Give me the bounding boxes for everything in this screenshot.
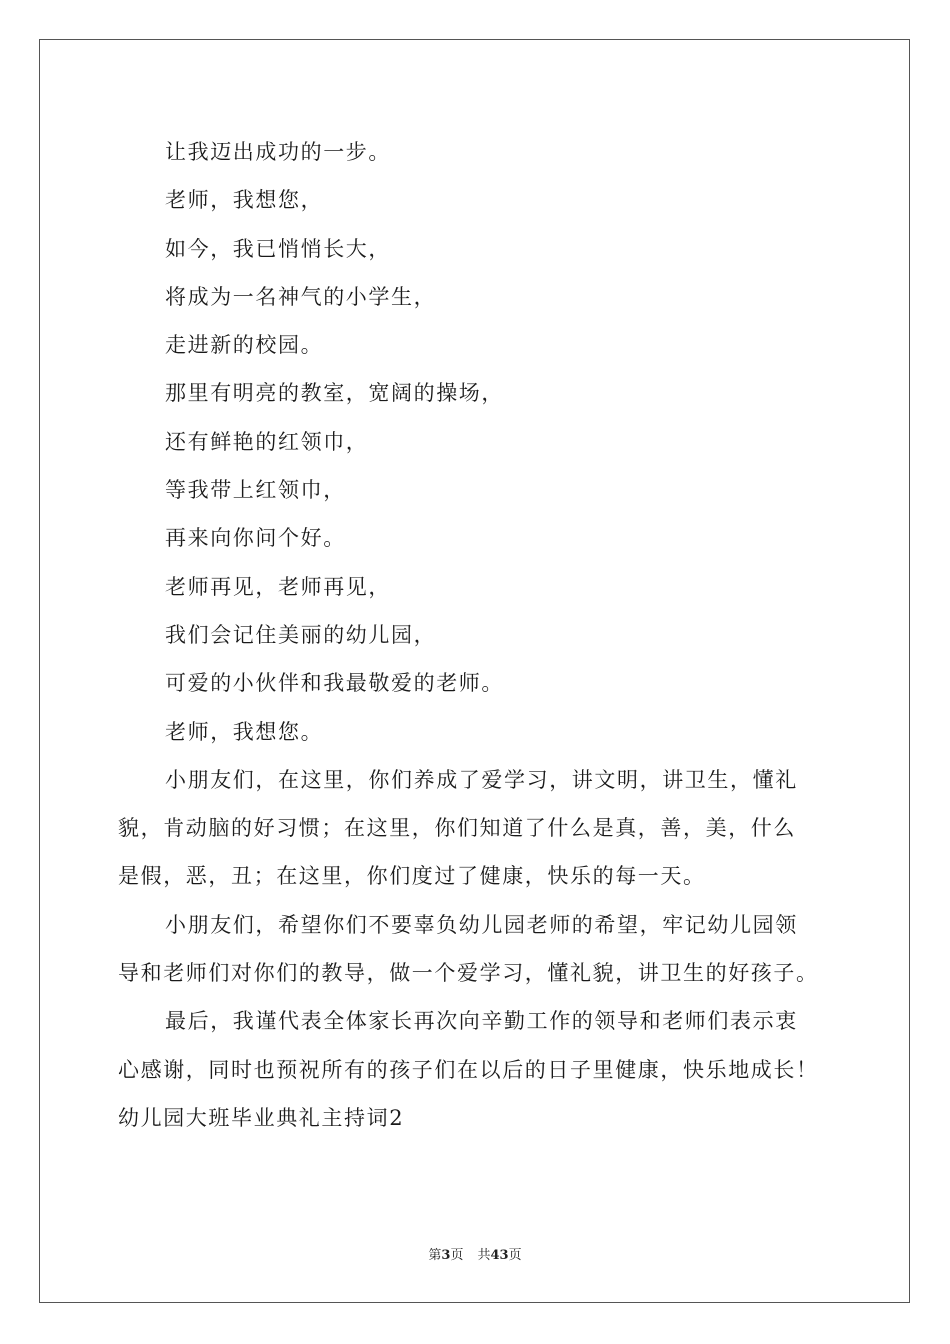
poem-line: 老师，我想您，	[165, 188, 324, 213]
paragraph-line: 小朋友们，在这里，你们养成了爱学习，讲文明，讲卫生，懂礼	[165, 767, 798, 792]
poem-line: 还有鲜艳的红领巾，	[165, 429, 369, 454]
document-body	[118, 128, 838, 1142]
page-prefix: 第	[428, 1248, 442, 1263]
poem-line: 我们会记住美丽的幼儿园，	[165, 622, 437, 647]
paragraph-line: 貌，肯动脑的好习惯；在这里，你们知道了什么是真，善，美，什么	[118, 816, 796, 841]
paragraph-line: 是假，恶，丑；在这里，你们度过了健康，快乐的每一天。	[118, 864, 706, 889]
poem-line: 如今，我已悄悄长大，	[165, 236, 391, 261]
poem-line: 老师，我想您。	[165, 719, 324, 744]
paragraph-line: 心感谢，同时也预祝所有的孩子们在以后的日子里健康，快乐地成长！	[118, 1057, 819, 1082]
total-page-number: 43	[490, 1248, 509, 1263]
poem-line: 可爱的小伙伴和我最敬爱的老师。	[165, 671, 504, 696]
paragraph-line: 小朋友们，希望你们不要辜负幼儿园老师的希望，牢记幼儿园领	[165, 912, 798, 937]
page-suffix: 页	[450, 1248, 464, 1263]
poem-line: 让我迈出成功的一步。	[165, 140, 391, 164]
paragraph-line: 最后，我谨代表全体家长再次向辛勤工作的领导和老师们表示衷	[165, 1009, 798, 1034]
paragraph-line: 导和老师们对你们的教导，做一个爱学习，懂礼貌，讲卫生的好孩子。	[118, 961, 819, 986]
poem-line: 老师再见，老师再见，	[165, 574, 391, 599]
poem-line: 走进新的校园。	[165, 333, 324, 358]
page-footer	[0, 1248, 950, 1264]
poem-line: 再来向你问个好。	[165, 526, 346, 551]
total-suffix: 页	[508, 1248, 522, 1263]
poem-line: 那里有明亮的教室，宽阔的操场，	[165, 381, 504, 406]
current-page-number: 3	[441, 1248, 451, 1263]
poem-line: 等我带上红领巾，	[165, 478, 346, 503]
total-prefix: 共	[477, 1248, 491, 1263]
poem-line: 将成为一名神气的小学生，	[165, 284, 437, 309]
section-heading: 幼儿园大班毕业典礼主持词2	[118, 1105, 405, 1130]
